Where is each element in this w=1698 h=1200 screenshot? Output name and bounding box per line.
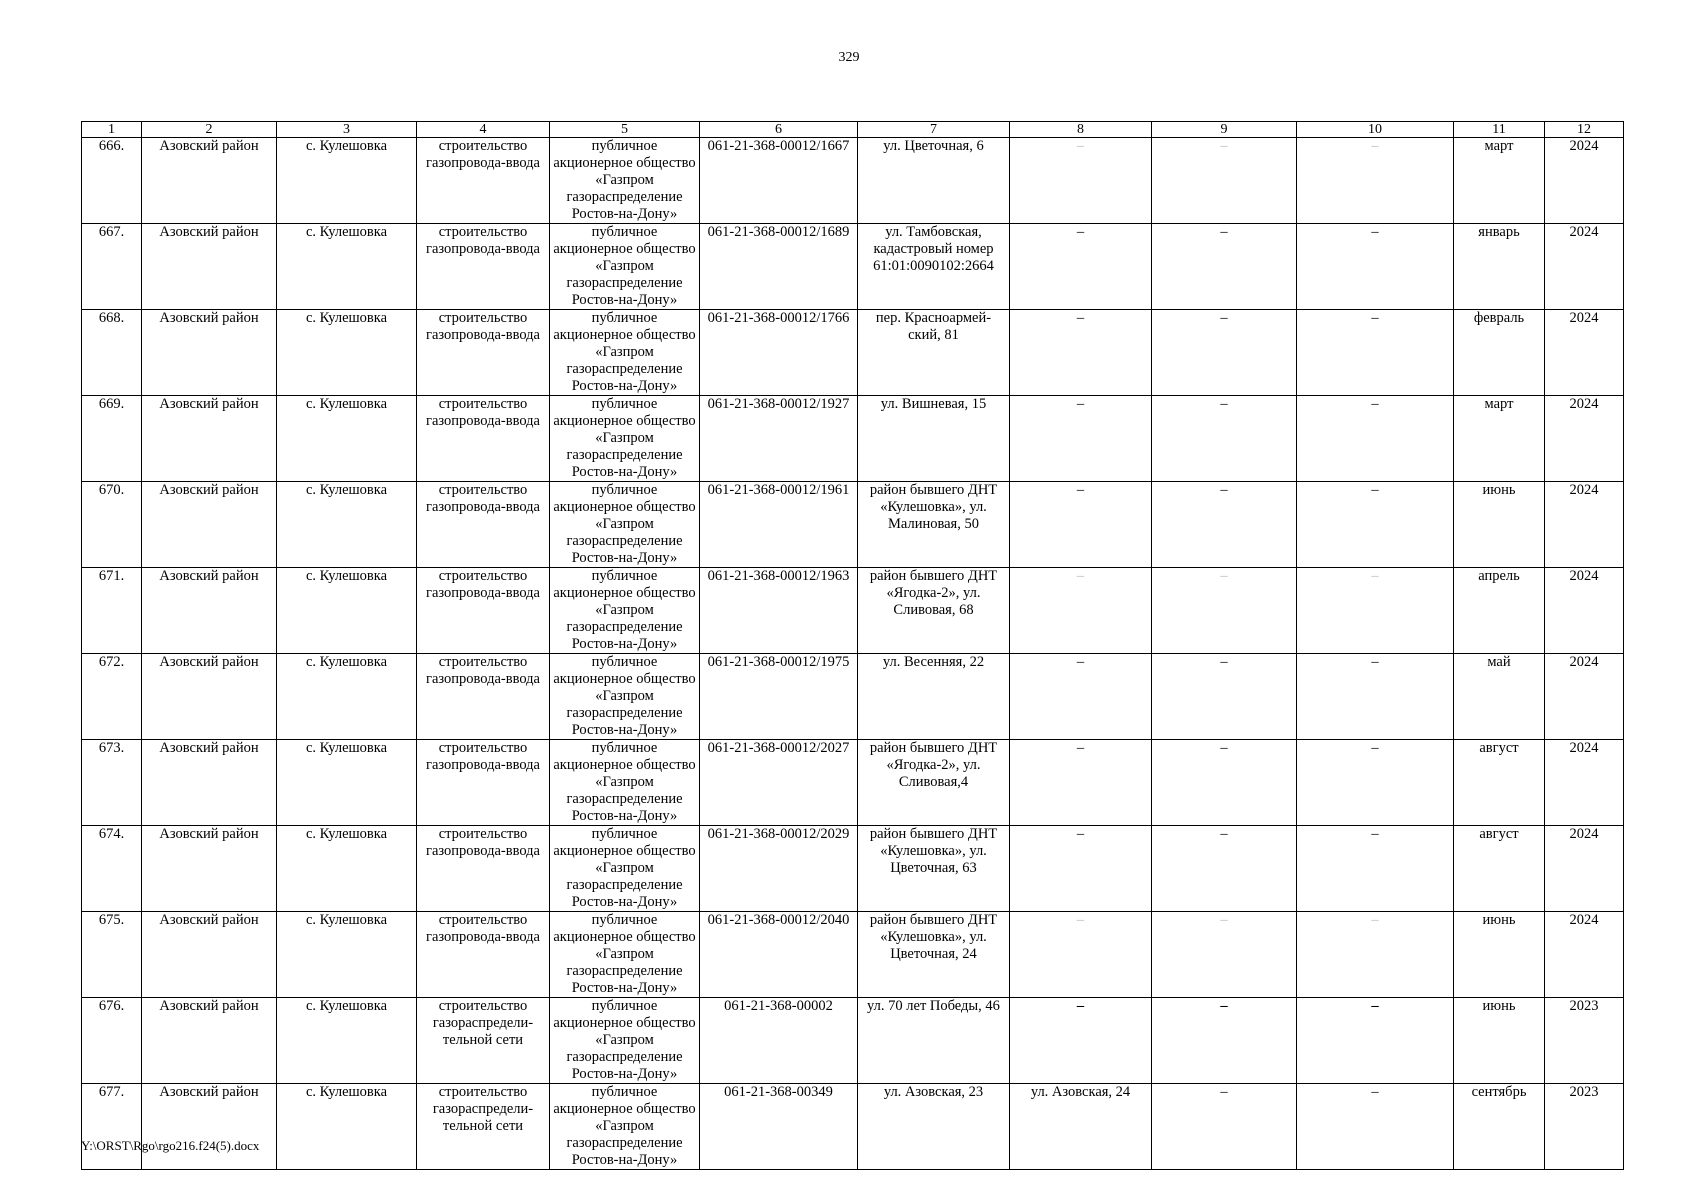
district-cell: Азовский район	[142, 654, 277, 740]
month-cell: январь	[1454, 224, 1545, 310]
column-number: 4	[417, 122, 550, 138]
column-8-cell: –	[1010, 482, 1152, 568]
year-cell: 2024	[1545, 826, 1624, 912]
settlement-cell: с. Кулешовка	[277, 826, 417, 912]
table-row	[82, 912, 1624, 998]
column-8-cell: –	[1010, 740, 1152, 826]
row-number: 673.	[82, 740, 142, 826]
address-cell: ул. 70 лет Победы, 46	[858, 998, 1010, 1084]
district-cell: Азовский район	[142, 826, 277, 912]
organization-cell: публичное акционерное общество «Газпром газораспределение Ростов-на-Дону»	[550, 568, 700, 654]
table-row	[82, 1084, 1624, 1170]
permit-code-cell: 061-21-368-00012/1667	[700, 138, 858, 224]
column-10-cell: –	[1297, 138, 1454, 224]
table-row	[82, 998, 1624, 1084]
year-cell: 2023	[1545, 998, 1624, 1084]
table-row	[82, 224, 1624, 310]
permit-code-cell: 061-21-368-00012/1961	[700, 482, 858, 568]
settlement-cell: с. Кулешовка	[277, 482, 417, 568]
row-number: 668.	[82, 310, 142, 396]
organization-cell: публичное акционерное общество «Газпром газораспределение Ростов-на-Дону»	[550, 310, 700, 396]
column-number: 1	[82, 122, 142, 138]
settlement-cell: с. Кулешовка	[277, 568, 417, 654]
row-number: 670.	[82, 482, 142, 568]
column-number: 3	[277, 122, 417, 138]
column-9-cell: –	[1152, 138, 1297, 224]
column-9-cell: –	[1152, 224, 1297, 310]
month-cell: сентябрь	[1454, 1084, 1545, 1170]
work-type-cell: строительство газопровода-ввода	[417, 826, 550, 912]
month-cell: февраль	[1454, 310, 1545, 396]
table-row	[82, 138, 1624, 224]
column-8-cell: –	[1010, 568, 1152, 654]
year-cell: 2024	[1545, 310, 1624, 396]
work-type-cell: строительство газопровода-ввода	[417, 138, 550, 224]
column-9-cell: –	[1152, 912, 1297, 998]
column-9-cell: –	[1152, 310, 1297, 396]
settlement-cell: с. Кулешовка	[277, 138, 417, 224]
settlement-cell: с. Кулешовка	[277, 998, 417, 1084]
permit-code-cell: 061-21-368-00012/1766	[700, 310, 858, 396]
column-8-cell: –	[1010, 396, 1152, 482]
month-cell: август	[1454, 826, 1545, 912]
column-9-cell: –	[1152, 654, 1297, 740]
page-number: 329	[838, 50, 860, 65]
work-type-cell: строительство газопровода-ввода	[417, 740, 550, 826]
column-9-cell: –	[1152, 396, 1297, 482]
month-cell: июнь	[1454, 998, 1545, 1084]
permit-code-cell: 061-21-368-00012/2040	[700, 912, 858, 998]
column-number: 7	[858, 122, 1010, 138]
permit-code-cell: 061-21-368-00012/2029	[700, 826, 858, 912]
column-10-cell: –	[1297, 568, 1454, 654]
organization-cell: публичное акционерное общество «Газпром газораспределение Ростов-на-Дону»	[550, 396, 700, 482]
column-number: 8	[1010, 122, 1152, 138]
column-number: 2	[142, 122, 277, 138]
year-cell: 2024	[1545, 482, 1624, 568]
table-row	[82, 482, 1624, 568]
district-cell: Азовский район	[142, 482, 277, 568]
settlement-cell: с. Кулешовка	[277, 396, 417, 482]
month-cell: май	[1454, 654, 1545, 740]
address-cell: район бывшего ДНТ «Кулешовка», ул. Цветочная, 24	[858, 912, 1010, 998]
address-cell: район бывшего ДНТ «Ягодка-2», ул. Сливовая, 68	[858, 568, 1010, 654]
column-9-cell: –	[1152, 998, 1297, 1084]
month-cell: июнь	[1454, 482, 1545, 568]
table-row	[82, 568, 1624, 654]
address-cell: ул. Вишневая, 15	[858, 396, 1010, 482]
year-cell: 2024	[1545, 654, 1624, 740]
organization-cell: публичное акционерное общество «Газпром газораспределение Ростов-на-Дону»	[550, 482, 700, 568]
settlement-cell: с. Кулешовка	[277, 1084, 417, 1170]
settlement-cell: с. Кулешовка	[277, 310, 417, 396]
district-cell: Азовский район	[142, 1084, 277, 1170]
row-number: 676.	[82, 998, 142, 1084]
row-number: 666.	[82, 138, 142, 224]
address-cell: ул. Весенняя, 22	[858, 654, 1010, 740]
district-cell: Азовский район	[142, 998, 277, 1084]
district-cell: Азовский район	[142, 138, 277, 224]
address-cell: пер. Красноармей-ский, 81	[858, 310, 1010, 396]
district-cell: Азовский район	[142, 912, 277, 998]
column-10-cell: –	[1297, 482, 1454, 568]
work-type-cell: строительство газопровода-ввода	[417, 568, 550, 654]
organization-cell: публичное акционерное общество «Газпром газораспределение Ростов-на-Дону»	[550, 740, 700, 826]
organization-cell: публичное акционерное общество «Газпром газораспределение Ростов-на-Дону»	[550, 998, 700, 1084]
column-9-cell: –	[1152, 740, 1297, 826]
column-10-cell: –	[1297, 740, 1454, 826]
table-row	[82, 310, 1624, 396]
work-type-cell: строительство газопровода-ввода	[417, 482, 550, 568]
column-9-cell: –	[1152, 568, 1297, 654]
table-row	[82, 740, 1624, 826]
year-cell: 2023	[1545, 1084, 1624, 1170]
settlement-cell: с. Кулешовка	[277, 912, 417, 998]
column-8-cell: –	[1010, 912, 1152, 998]
permit-code-cell: 061-21-368-00002	[700, 998, 858, 1084]
row-number: 672.	[82, 654, 142, 740]
year-cell: 2024	[1545, 740, 1624, 826]
row-number: 677.	[82, 1084, 142, 1170]
settlement-cell: с. Кулешовка	[277, 740, 417, 826]
column-8-cell: –	[1010, 998, 1152, 1084]
row-number: 674.	[82, 826, 142, 912]
settlement-cell: с. Кулешовка	[277, 654, 417, 740]
column-8-cell: –	[1010, 138, 1152, 224]
column-10-cell: –	[1297, 1084, 1454, 1170]
row-number: 675.	[82, 912, 142, 998]
district-cell: Азовский район	[142, 224, 277, 310]
column-9-cell: –	[1152, 1084, 1297, 1170]
permit-code-cell: 061-21-368-00012/2027	[700, 740, 858, 826]
table-body	[82, 138, 1624, 1170]
column-10-cell: –	[1297, 912, 1454, 998]
month-cell: март	[1454, 138, 1545, 224]
table-row	[82, 826, 1624, 912]
work-type-cell: строительство газопровода-ввода	[417, 396, 550, 482]
permit-code-cell: 061-21-368-00012/1963	[700, 568, 858, 654]
work-type-cell: строительство газораспредели-тельной сети	[417, 1084, 550, 1170]
year-cell: 2024	[1545, 396, 1624, 482]
row-number: 671.	[82, 568, 142, 654]
column-number-row	[82, 122, 1624, 138]
month-cell: август	[1454, 740, 1545, 826]
address-cell: район бывшего ДНТ «Кулешовка», ул. Цветочная, 63	[858, 826, 1010, 912]
column-9-cell: –	[1152, 482, 1297, 568]
organization-cell: публичное акционерное общество «Газпром газораспределение Ростов-на-Дону»	[550, 224, 700, 310]
column-8-cell: –	[1010, 310, 1152, 396]
district-cell: Азовский район	[142, 740, 277, 826]
file-path-footer: Y:\ORST\Rgo\rgo216.f24(5).docx	[81, 1138, 260, 1153]
organization-cell: публичное акционерное общество «Газпром газораспределение Ростов-на-Дону»	[550, 826, 700, 912]
column-8-cell: –	[1010, 654, 1152, 740]
row-number: 667.	[82, 224, 142, 310]
row-number: 669.	[82, 396, 142, 482]
column-number: 6	[700, 122, 858, 138]
column-8-cell: –	[1010, 826, 1152, 912]
column-10-cell: –	[1297, 654, 1454, 740]
column-number: 12	[1545, 122, 1624, 138]
column-9-cell: –	[1152, 826, 1297, 912]
column-8-cell: ул. Азовская, 24	[1010, 1084, 1152, 1170]
column-8-cell: –	[1010, 224, 1152, 310]
table-row	[82, 396, 1624, 482]
year-cell: 2024	[1545, 138, 1624, 224]
organization-cell: публичное акционерное общество «Газпром газораспределение Ростов-на-Дону»	[550, 912, 700, 998]
column-number: 5	[550, 122, 700, 138]
address-cell: район бывшего ДНТ «Ягодка-2», ул. Сливовая,4	[858, 740, 1010, 826]
register-table	[81, 121, 1624, 1170]
district-cell: Азовский район	[142, 310, 277, 396]
organization-cell: публичное акционерное общество «Газпром газораспределение Ростов-на-Дону»	[550, 1084, 700, 1170]
address-cell: ул. Азовская, 23	[858, 1084, 1010, 1170]
work-type-cell: строительство газораспредели-тельной сети	[417, 998, 550, 1084]
district-cell: Азовский район	[142, 568, 277, 654]
settlement-cell: с. Кулешовка	[277, 224, 417, 310]
work-type-cell: строительство газопровода-ввода	[417, 654, 550, 740]
column-10-cell: –	[1297, 998, 1454, 1084]
work-type-cell: строительство газопровода-ввода	[417, 912, 550, 998]
organization-cell: публичное акционерное общество «Газпром газораспределение Ростов-на-Дону»	[550, 654, 700, 740]
column-10-cell: –	[1297, 224, 1454, 310]
year-cell: 2024	[1545, 568, 1624, 654]
address-cell: район бывшего ДНТ «Кулешовка», ул. Малиновая, 50	[858, 482, 1010, 568]
column-10-cell: –	[1297, 396, 1454, 482]
address-cell: ул. Тамбовская, кадастровый номер 61:01:0090102:2664	[858, 224, 1010, 310]
year-cell: 2024	[1545, 224, 1624, 310]
column-number: 10	[1297, 122, 1454, 138]
permit-code-cell: 061-21-368-00012/1689	[700, 224, 858, 310]
work-type-cell: строительство газопровода-ввода	[417, 310, 550, 396]
month-cell: июнь	[1454, 912, 1545, 998]
permit-code-cell: 061-21-368-00012/1975	[700, 654, 858, 740]
column-number: 11	[1454, 122, 1545, 138]
month-cell: апрель	[1454, 568, 1545, 654]
table-row	[82, 654, 1624, 740]
column-number: 9	[1152, 122, 1297, 138]
month-cell: март	[1454, 396, 1545, 482]
organization-cell: публичное акционерное общество «Газпром газораспределение Ростов-на-Дону»	[550, 138, 700, 224]
work-type-cell: строительство газопровода-ввода	[417, 224, 550, 310]
district-cell: Азовский район	[142, 396, 277, 482]
year-cell: 2024	[1545, 912, 1624, 998]
address-cell: ул. Цветочная, 6	[858, 138, 1010, 224]
column-10-cell: –	[1297, 826, 1454, 912]
permit-code-cell: 061-21-368-00349	[700, 1084, 858, 1170]
column-10-cell: –	[1297, 310, 1454, 396]
permit-code-cell: 061-21-368-00012/1927	[700, 396, 858, 482]
